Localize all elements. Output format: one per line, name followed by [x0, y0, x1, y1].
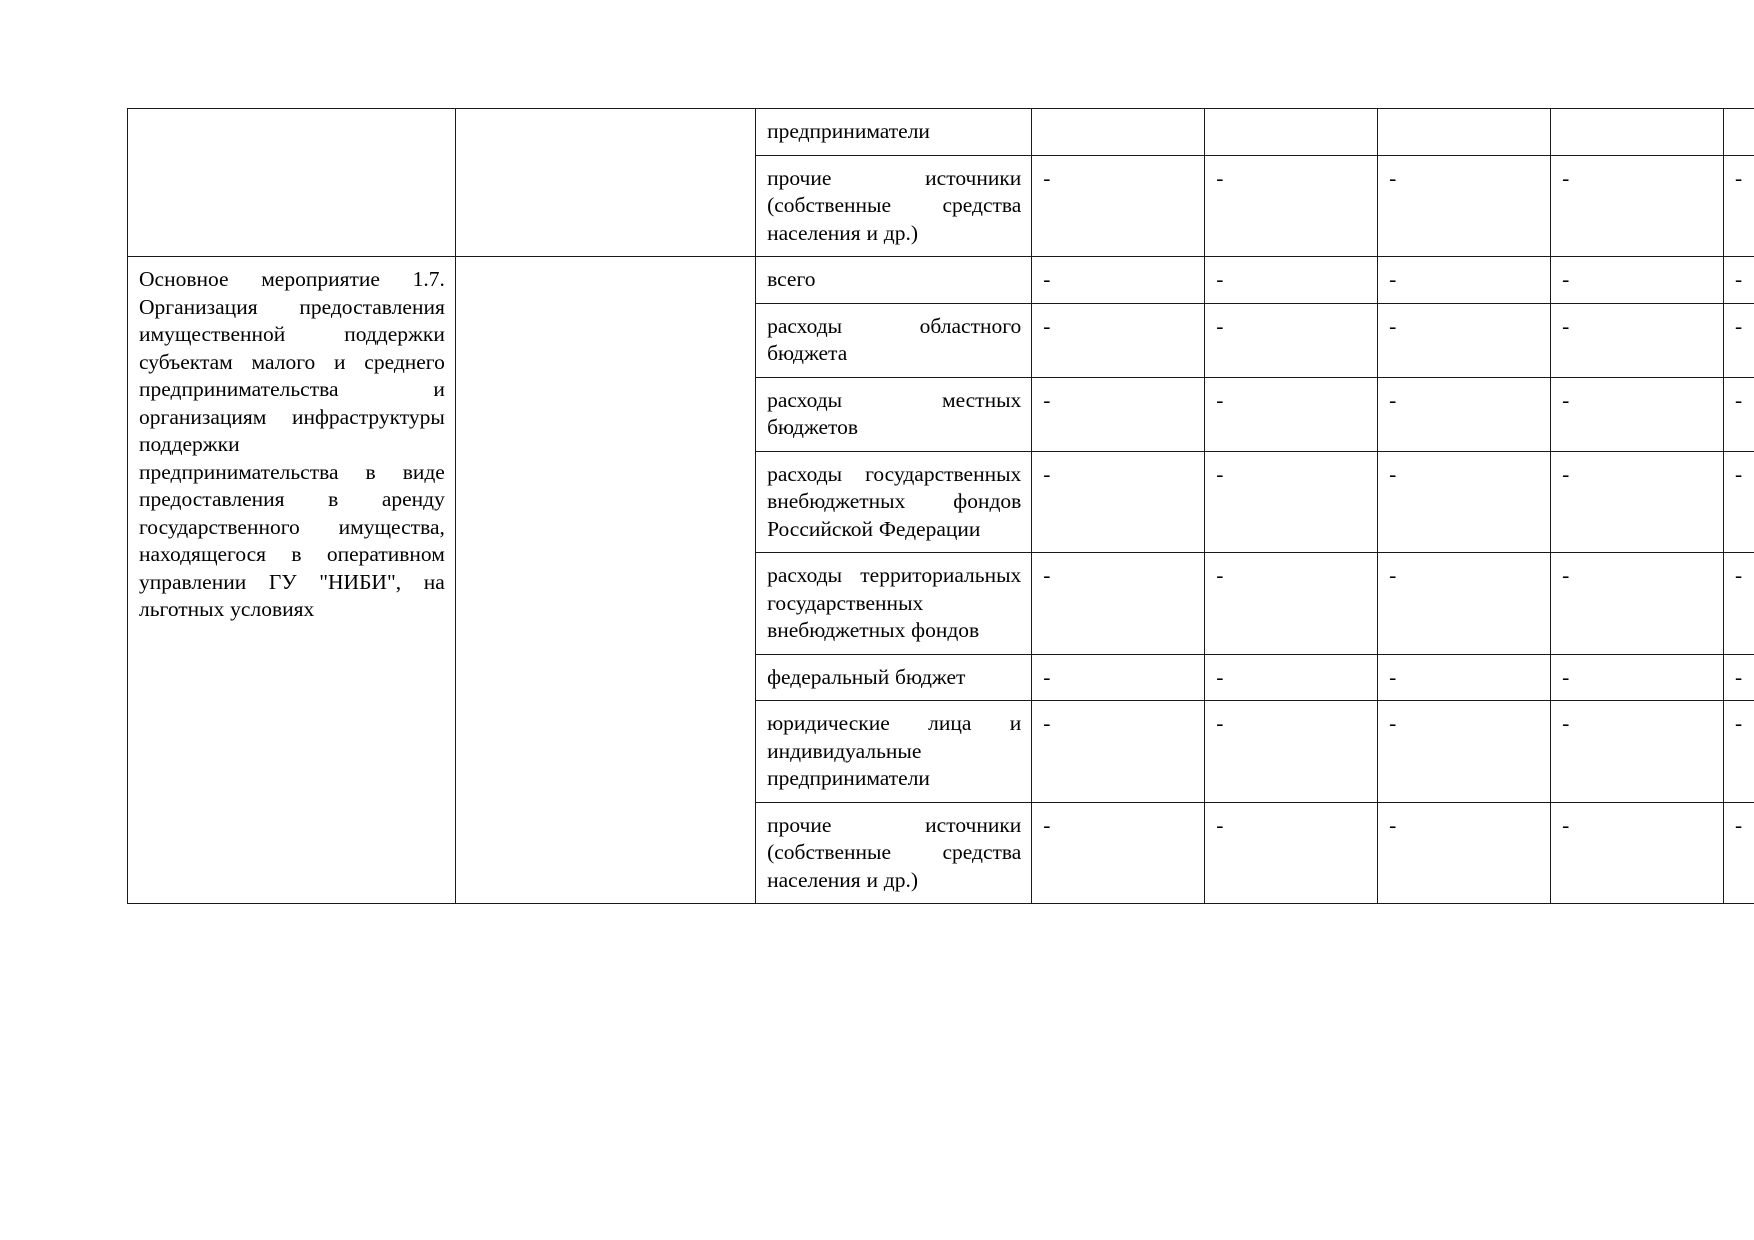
- year-value-text: -: [1216, 267, 1224, 292]
- year-value-cell-4: [1551, 155, 1724, 257]
- year-value-text: -: [1562, 711, 1570, 736]
- funding-source-cell: [756, 701, 1032, 803]
- year-value-text: -: [1389, 165, 1397, 190]
- year-value-text: -: [1562, 387, 1570, 412]
- year-value-cell-4: [1551, 553, 1724, 655]
- year-value-cell-1: [1032, 155, 1205, 257]
- table-row: [128, 257, 1754, 304]
- year-value-text: -: [1734, 812, 1743, 837]
- year-value-text: -: [1216, 387, 1224, 412]
- year-value-cell-1: [1032, 109, 1205, 156]
- funding-source-text: юридические лица и индивидуальные предприниматели: [767, 711, 1022, 791]
- year-value-text: -: [1216, 461, 1224, 486]
- year-value-text: -: [1734, 711, 1743, 736]
- year-value-cell-5: [1723, 377, 1754, 451]
- year-value-cell-2: [1205, 257, 1378, 304]
- year-value-cell-1: [1032, 451, 1205, 553]
- year-value-cell-2: [1205, 553, 1378, 655]
- funding-source-text: прочие источники (собственные средства населения и др.): [767, 812, 1022, 892]
- year-value-text: -: [1043, 711, 1051, 736]
- funding-source-cell: [756, 802, 1032, 904]
- year-value-cell-2: [1205, 802, 1378, 904]
- year-value-cell-4: [1551, 654, 1724, 701]
- year-value-text: -: [1734, 267, 1743, 292]
- year-value-text: -: [1734, 563, 1743, 588]
- year-value-text: -: [1043, 267, 1051, 292]
- table-viewport: [127, 108, 1754, 1024]
- funding-source-cell: [756, 553, 1032, 655]
- year-value-cell-3: [1378, 303, 1551, 377]
- year-value-text: -: [1734, 165, 1743, 190]
- year-value-text: -: [1216, 563, 1224, 588]
- year-value-cell-3: [1378, 553, 1551, 655]
- year-value-cell-5: [1723, 701, 1754, 803]
- year-value-cell-1: [1032, 802, 1205, 904]
- executor-cell: [455, 257, 755, 904]
- year-value-text: -: [1389, 461, 1397, 486]
- year-value-cell-5: [1723, 303, 1754, 377]
- table-body: [128, 109, 1754, 904]
- year-value-cell-1: [1032, 303, 1205, 377]
- year-value-cell-3: [1378, 654, 1551, 701]
- year-value-text: -: [1562, 563, 1570, 588]
- year-value-cell-5: [1723, 155, 1754, 257]
- year-value-cell-3: [1378, 802, 1551, 904]
- year-value-text: -: [1216, 812, 1224, 837]
- year-value-cell-2: [1205, 155, 1378, 257]
- year-value-text: -: [1562, 313, 1570, 338]
- year-value-text: -: [1734, 313, 1743, 338]
- year-value-text: -: [1389, 812, 1397, 837]
- year-value-text: -: [1043, 664, 1051, 689]
- year-value-cell-3: [1378, 155, 1551, 257]
- year-value-cell-3: [1378, 109, 1551, 156]
- funding-table: [127, 108, 1754, 904]
- year-value-cell-2: [1205, 654, 1378, 701]
- year-value-text: -: [1043, 165, 1051, 190]
- table-row: [128, 109, 1754, 156]
- year-value-cell-4: [1551, 802, 1724, 904]
- funding-source-text: расходы областного бюджета: [767, 313, 1022, 366]
- year-value-cell-5: [1723, 802, 1754, 904]
- funding-source-text: прочие источники (собственные средства населения и др.): [767, 165, 1022, 245]
- year-value-cell-5: [1723, 451, 1754, 553]
- year-value-cell-2: [1205, 701, 1378, 803]
- year-value-text: -: [1734, 461, 1743, 486]
- year-value-text: -: [1216, 711, 1224, 736]
- funding-source-cell: [756, 451, 1032, 553]
- measure-cell: [128, 257, 456, 904]
- measure-cell: [128, 109, 456, 257]
- funding-source-cell: [756, 257, 1032, 304]
- year-value-text: -: [1043, 812, 1051, 837]
- year-value-text: -: [1043, 313, 1051, 338]
- year-value-cell-4: [1551, 109, 1724, 156]
- year-value-text: -: [1043, 387, 1051, 412]
- year-value-cell-3: [1378, 451, 1551, 553]
- funding-source-text: расходы государственных внебюджетных фондов Российской Федерации: [767, 461, 1022, 541]
- year-value-text: -: [1389, 313, 1397, 338]
- year-value-cell-4: [1551, 257, 1724, 304]
- year-value-cell-5: [1723, 654, 1754, 701]
- year-value-cell-5: [1723, 553, 1754, 655]
- year-value-text: -: [1216, 165, 1224, 190]
- executor-cell: [455, 109, 755, 257]
- year-value-text: -: [1734, 664, 1743, 689]
- funding-source-text: расходы местных бюджетов: [767, 387, 1022, 440]
- year-value-text: -: [1389, 711, 1397, 736]
- year-value-cell-1: [1032, 257, 1205, 304]
- year-value-text: -: [1734, 387, 1743, 412]
- year-value-cell-2: [1205, 451, 1378, 553]
- year-value-cell-1: [1032, 654, 1205, 701]
- year-value-cell-4: [1551, 377, 1724, 451]
- year-value-cell-2: [1205, 377, 1378, 451]
- year-value-text: -: [1562, 267, 1570, 292]
- year-value-cell-2: [1205, 303, 1378, 377]
- year-value-cell-3: [1378, 701, 1551, 803]
- year-value-cell-5: [1723, 109, 1754, 156]
- funding-source-cell: [756, 654, 1032, 701]
- year-value-text: -: [1562, 812, 1570, 837]
- year-value-cell-1: [1032, 701, 1205, 803]
- year-value-cell-4: [1551, 303, 1724, 377]
- funding-source-text: федеральный бюджет: [767, 664, 966, 689]
- year-value-cell-2: [1205, 109, 1378, 156]
- measure-text: Основное мероприятие 1.7. Организация предоставления имущественной поддержки субъектам малого и среднего предпринимательства и организациям инфраструктуры поддержки предпринимательства в виде предоставления в аренду государственного имущества, находящегося в оперативном управлении ГУ "НИБИ", на льготных условиях: [139, 267, 445, 622]
- funding-source-text: предприниматели: [767, 119, 930, 143]
- year-value-text: -: [1389, 563, 1397, 588]
- year-value-cell-3: [1378, 257, 1551, 304]
- funding-source-cell: [756, 303, 1032, 377]
- year-value-text: -: [1043, 563, 1051, 588]
- funding-source-cell: [756, 377, 1032, 451]
- year-value-text: -: [1389, 387, 1397, 412]
- year-value-text: -: [1216, 313, 1224, 338]
- funding-source-cell: [756, 109, 1032, 156]
- year-value-text: -: [1389, 267, 1397, 292]
- year-value-text: -: [1562, 165, 1570, 190]
- year-value-text: -: [1562, 461, 1570, 486]
- year-value-cell-5: [1723, 257, 1754, 304]
- year-value-text: -: [1216, 664, 1224, 689]
- year-value-text: -: [1043, 461, 1051, 486]
- year-value-cell-4: [1551, 701, 1724, 803]
- year-value-cell-1: [1032, 377, 1205, 451]
- year-value-cell-4: [1551, 451, 1724, 553]
- year-value-cell-3: [1378, 377, 1551, 451]
- year-value-cell-1: [1032, 553, 1205, 655]
- funding-source-cell: [756, 155, 1032, 257]
- year-value-text: -: [1562, 664, 1570, 689]
- year-value-text: -: [1389, 664, 1397, 689]
- funding-source-text: расходы территориальных государственных внебюджетных фондов: [767, 563, 1022, 643]
- funding-source-text: всего: [767, 267, 816, 292]
